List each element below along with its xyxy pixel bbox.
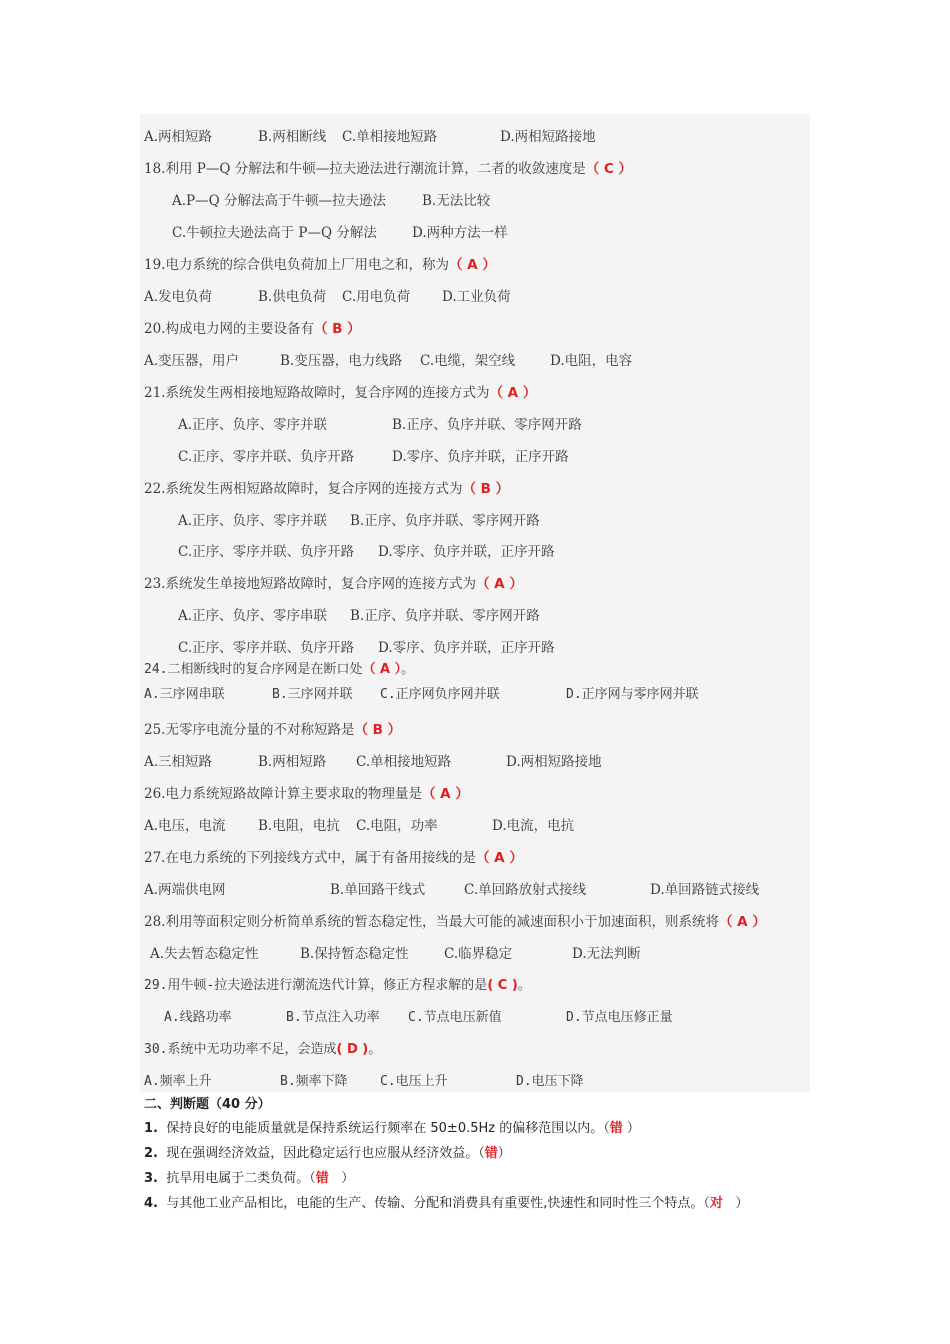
q22-stem — [144, 480, 509, 498]
q19-option-c: C.用电负荷 — [342, 289, 411, 305]
q24-tail: 。 — [401, 662, 415, 677]
q21-stem — [144, 384, 536, 402]
q24-option-d: D.正序网与零序网并联 — [566, 687, 699, 702]
q23-option-b: B.正序、负序并联、零序网开路 — [350, 608, 540, 624]
q27-option-a: A.两端供电网 — [144, 882, 226, 898]
judge-item-3-close: ） — [341, 1171, 355, 1186]
q30-stem-text: 30.系统中无功功率不足，会造成 — [144, 1042, 337, 1057]
q26-option-a: A.电压，电流 — [144, 818, 226, 834]
q28-option-b: B.保持暂态稳定性 — [300, 946, 409, 962]
q20-answer: （ B ） — [313, 321, 361, 337]
judge-item-3-text: 抗旱用电属于二类负荷。（ — [166, 1171, 316, 1186]
q21-stem-text: 21.系统发生两相接地短路故障时，复合序网的连接方式为 — [144, 385, 490, 401]
q26-option-c: C.电阻，功率 — [356, 818, 438, 834]
q21-option-b: B.正序、负序并联、零序网开路 — [392, 417, 582, 433]
q23-option-c: C.正序、零序并联、负序开路 — [178, 640, 355, 656]
q29-option-b: B.节点注入功率 — [286, 1010, 380, 1025]
q27-option-b: B.单回路干线式 — [330, 882, 426, 898]
q30-option-d: D.电压下降 — [516, 1074, 584, 1089]
q19-stem-text: 19.电力系统的综合供电负荷加上厂用电之和，称为 — [144, 257, 449, 273]
q19-answer: （ A ） — [448, 257, 496, 273]
q25-option-d: D.两相短路接地 — [506, 754, 602, 770]
q20-option-d: D.电阻，电容 — [550, 353, 633, 369]
q27-stem-text: 27.在电力系统的下列接线方式中，属于有备用接线的是 — [144, 850, 476, 866]
q29-tail: 。 — [517, 978, 531, 993]
q22-stem-text: 22.系统发生两相短路故障时，复合序网的连接方式为 — [144, 481, 463, 497]
q26-stem — [144, 785, 469, 803]
q28-option-d: D.无法判断 — [572, 946, 641, 962]
q30-stem — [144, 1041, 381, 1059]
q30-option-b: B.频率下降 — [280, 1074, 348, 1089]
judge-item-4-close: ） — [735, 1196, 749, 1211]
q24-answer: （ A ） — [362, 662, 402, 677]
judge-item-3-answer: 错 — [315, 1171, 329, 1186]
q27-option-c: C.单回路放射式接线 — [464, 882, 587, 898]
q23-stem-text: 23.系统发生单接地短路故障时，复合序网的连接方式为 — [144, 576, 476, 592]
q25-option-c: C.单相接地短路 — [356, 754, 452, 770]
q29-option-a: A.线路功率 — [164, 1010, 232, 1025]
q28-stem — [144, 913, 766, 931]
q17-option-a: A.两相短路 — [144, 129, 213, 145]
q20-stem-text: 20.构成电力网的主要设备有 — [144, 321, 314, 337]
q18-option-d: D.两种方法一样 — [412, 225, 508, 241]
q24-stem-text: 24.二相断线时的复合序网是在断口处 — [144, 662, 363, 677]
q28-answer: （ A ） — [718, 914, 766, 930]
q29-option-d: D.节点电压修正量 — [566, 1010, 673, 1025]
q21-option-c: C.正序、零序并联、负序开路 — [178, 449, 355, 465]
q26-answer: （ A ） — [421, 786, 469, 802]
q20-option-a: A.变压器，用户 — [144, 353, 240, 369]
q24-option-c: C.正序网负序网并联 — [380, 687, 500, 702]
q23-stem — [144, 575, 523, 593]
q26-stem-text: 26.电力系统短路故障计算主要求取的物理量是 — [144, 786, 422, 802]
q24-option-b: B.三序网并联 — [272, 687, 353, 702]
q27-stem — [144, 849, 523, 867]
q30-option-a: A.频率上升 — [144, 1074, 212, 1089]
judge-item-2-answer: 错 — [484, 1146, 498, 1161]
q30-answer: ( D ) — [336, 1042, 369, 1057]
q19-option-a: A.发电负荷 — [144, 289, 213, 305]
q24-stem — [144, 661, 414, 679]
q23-answer: （ A ） — [475, 576, 523, 592]
q25-stem-text: 25.无零序电流分量的不对称短路是 — [144, 722, 355, 738]
q25-answer: （ B ） — [354, 722, 402, 738]
judge-item-4-answer: 对 — [709, 1196, 723, 1211]
q24-option-a: A.三序网串联 — [144, 687, 225, 702]
judge-item-3 — [144, 1170, 354, 1188]
q21-option-a: A.正序、负序、零序并联 — [178, 417, 328, 433]
q25-option-b: B.两相短路 — [258, 754, 327, 770]
q19-option-d: D.工业负荷 — [442, 289, 511, 305]
q28-option-a: A.失去暂态稳定性 — [150, 946, 259, 962]
q18-answer: （ C ） — [585, 161, 633, 177]
q18-option-b: B.无法比较 — [422, 193, 491, 209]
q27-answer: （ A ） — [475, 850, 523, 866]
q20-stem — [144, 320, 361, 338]
q26-option-d: D.电流，电抗 — [492, 818, 575, 834]
q19-option-b: B.供电负荷 — [258, 289, 327, 305]
q20-option-b: B.变压器，电力线路 — [280, 353, 403, 369]
judge-item-1-close: ） — [626, 1121, 640, 1136]
q18-stem-text: 18.利用 P—Q 分解法和牛顿—拉夫逊法进行潮流计算，二者的收敛速度是 — [144, 161, 586, 177]
q28-option-c: C.临界稳定 — [444, 946, 513, 962]
q17-option-d: D.两相短路接地 — [500, 129, 596, 145]
q26-option-b: B.电阻，电抗 — [258, 818, 340, 834]
q29-stem — [144, 977, 531, 995]
q23-option-d: D.零序、负序并联，正序开路 — [378, 640, 555, 656]
q17-option-c: C.单相接地短路 — [342, 129, 438, 145]
q22-option-d: D.零序、负序并联，正序开路 — [378, 544, 555, 560]
judge-item-2-close: ） — [497, 1146, 511, 1161]
judge-item-2-num: 2. — [144, 1146, 158, 1161]
q22-answer: （ B ） — [462, 481, 510, 497]
q25-option-a: A.三相短路 — [144, 754, 213, 770]
q22-option-a: A.正序、负序、零序并联 — [178, 513, 328, 529]
q17-option-b: B.两相断线 — [258, 129, 327, 145]
judge-item-1-text: 保持良好的电能质量就是保持系统运行频率在 50±0.5Hz 的偏移范围以内。（ — [166, 1121, 610, 1136]
q29-answer: ( C ) — [487, 978, 518, 993]
judge-item-2 — [144, 1145, 511, 1163]
q30-option-c: C.电压上升 — [380, 1074, 448, 1089]
q27-option-d: D.单回路链式接线 — [650, 882, 760, 898]
q29-option-c: C.节点电压新值 — [408, 1010, 502, 1025]
section2-title: 二、判断题（40 分） — [144, 1097, 271, 1112]
q21-option-d: D.零序、负序并联，正序开路 — [392, 449, 569, 465]
q22-option-c: C.正序、零序并联、负序开路 — [178, 544, 355, 560]
q23-option-a: A.正序、负序、零序串联 — [178, 608, 328, 624]
judge-item-4-num: 4. — [144, 1196, 158, 1211]
judge-item-4-text: 与其他工业产品相比，电能的生产、传输、分配和消费具有重要性,快速性和同时性三个特点。（ — [166, 1196, 710, 1211]
q28-stem-text: 28.利用等面积定则分析简单系统的暂态稳定性，当最大可能的减速面积小于加速面积，则系统将 — [144, 914, 719, 930]
q22-option-b: B.正序、负序并联、零序网开路 — [350, 513, 540, 529]
judge-item-3-num: 3. — [144, 1171, 158, 1186]
q19-stem — [144, 256, 496, 274]
judge-item-1 — [144, 1120, 640, 1138]
judge-item-1-num: 1. — [144, 1121, 158, 1136]
judge-item-2-text: 现在强调经济效益，因此稳定运行也应服从经济效益。（ — [166, 1146, 485, 1161]
judge-item-1-answer: 错 — [609, 1121, 623, 1136]
q18-stem — [144, 160, 632, 178]
q29-stem-text: 29.用牛顿-拉夫逊法进行潮流迭代计算，修正方程求解的是 — [144, 978, 488, 993]
judge-item-4 — [144, 1195, 748, 1213]
q18-option-c: C.牛顿拉夫逊法高于 P—Q 分解法 — [172, 225, 377, 241]
q18-option-a: A.P—Q 分解法高于牛顿—拉夫逊法 — [172, 193, 386, 209]
q21-answer: （ A ） — [489, 385, 537, 401]
q20-option-c: C.电缆，架空线 — [420, 353, 516, 369]
q25-stem — [144, 721, 401, 739]
q30-tail: 。 — [368, 1042, 382, 1057]
